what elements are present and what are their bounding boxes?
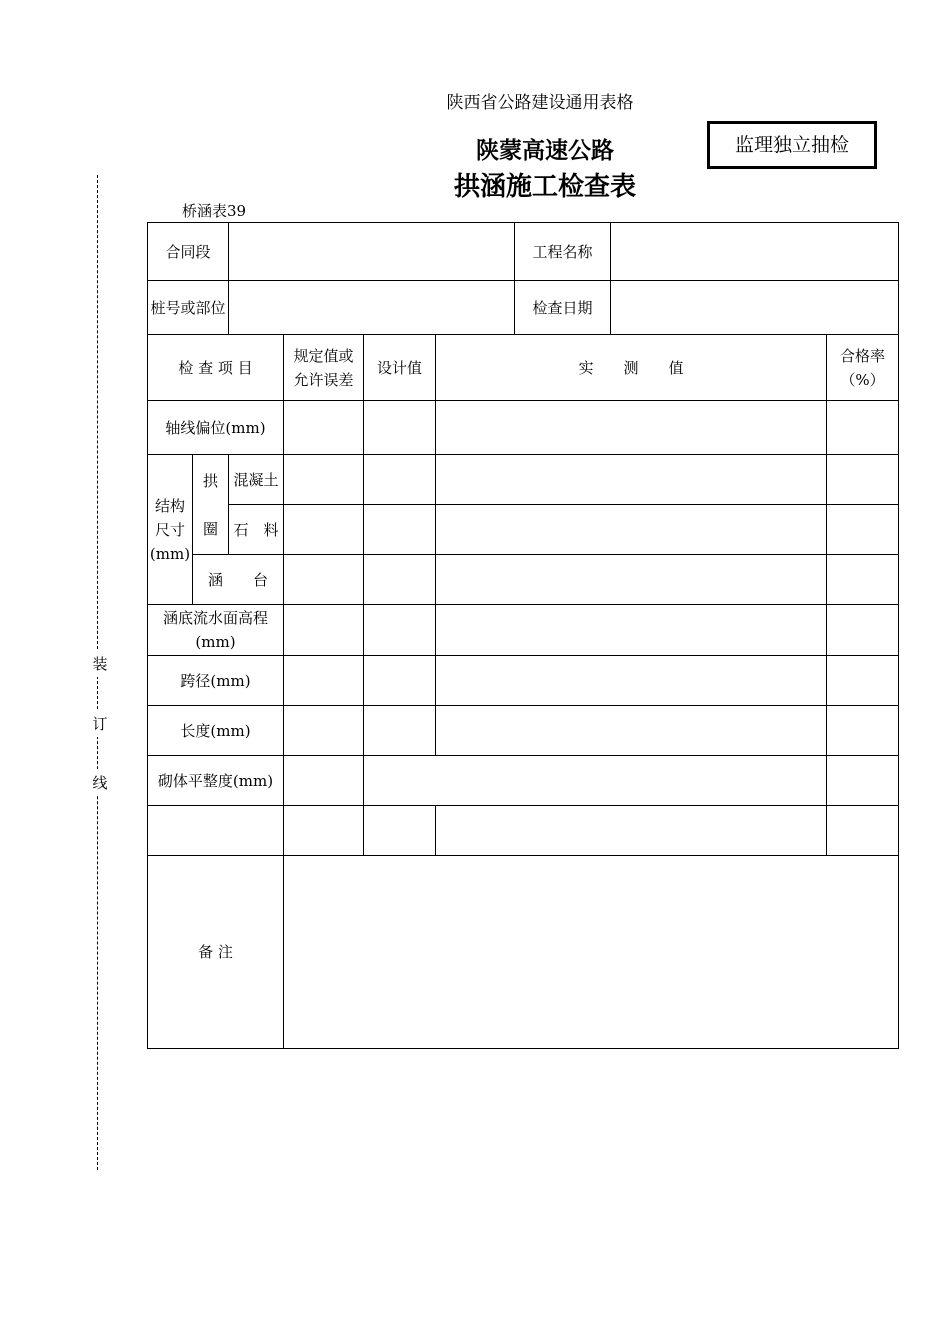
cell-rate[interactable] [827, 806, 899, 856]
cell-design[interactable] [364, 656, 436, 706]
table-row [148, 856, 899, 1049]
cell-rate[interactable] [827, 756, 899, 806]
cell-measured[interactable] [436, 555, 827, 605]
row-struct-label: 结构 尺寸 (mm) [148, 455, 193, 605]
cell-spec[interactable] [284, 605, 364, 656]
table-row [148, 281, 899, 335]
cell-spec[interactable] [284, 706, 364, 756]
form-number: 桥涵表39 [182, 202, 247, 220]
cell-rate[interactable] [827, 401, 899, 455]
cell-design[interactable] [364, 605, 436, 656]
inspection-table [147, 222, 899, 1049]
cell-measured[interactable] [436, 455, 827, 505]
title-line-1: 陕蒙高速公路 [476, 138, 614, 164]
cell-item-blank[interactable] [148, 806, 284, 856]
cell-rate[interactable] [827, 706, 899, 756]
contract-value[interactable] [229, 223, 515, 281]
remarks-value[interactable] [284, 856, 899, 1049]
arch-ring-label: 拱 圈 [193, 455, 229, 555]
cell-measured[interactable] [436, 401, 827, 455]
binding-char-2: 订 [92, 710, 108, 737]
cell-rate[interactable] [827, 505, 899, 555]
cell-spec[interactable] [284, 505, 364, 555]
title-line-2: 拱涵施工检查表 [453, 172, 636, 202]
stone-label: 石 料 [229, 505, 284, 555]
remarks-label: 备 注 [148, 856, 284, 1049]
cell-rate[interactable] [827, 555, 899, 605]
table-header-row [148, 335, 899, 401]
cell-spec[interactable] [284, 806, 364, 856]
table-row [148, 605, 899, 656]
header-rate: 合格率 （%） [827, 335, 899, 401]
header-spec: 规定值或 允许误差 [284, 335, 364, 401]
table-row [148, 555, 899, 605]
project-label: 工程名称 [515, 223, 611, 281]
cell-design[interactable] [364, 505, 436, 555]
contract-label: 合同段 [148, 223, 229, 281]
row-span-label: 跨径(mm) [148, 656, 284, 706]
table-row [148, 756, 899, 806]
date-label: 检查日期 [515, 281, 611, 335]
date-value[interactable] [611, 281, 899, 335]
project-value[interactable] [611, 223, 899, 281]
table-row [148, 505, 899, 555]
row-axis-label: 轴线偏位(mm) [148, 401, 284, 455]
header-design: 设计值 [364, 335, 436, 401]
cell-design[interactable] [364, 555, 436, 605]
cell-measured[interactable] [436, 706, 827, 756]
binding-char-3: 线 [92, 769, 108, 796]
cell-spec[interactable] [284, 455, 364, 505]
table-row [148, 455, 899, 505]
cell-rate[interactable] [827, 656, 899, 706]
row-flatness-label: 砌体平整度(mm) [148, 756, 284, 806]
binding-char-1: 装 [92, 650, 108, 677]
table-row [148, 401, 899, 455]
cell-spec[interactable] [284, 401, 364, 455]
cell-measured[interactable] [436, 505, 827, 555]
cell-rate[interactable] [827, 605, 899, 656]
supervision-stamp: 监理独立抽检 [707, 121, 877, 169]
cell-spec[interactable] [284, 756, 364, 806]
cell-spec[interactable] [284, 656, 364, 706]
cell-rate[interactable] [827, 455, 899, 505]
header-measured: 实 测 值 [436, 335, 827, 401]
row-length-label: 长度(mm) [148, 706, 284, 756]
cell-measured[interactable] [436, 806, 827, 856]
header-item: 检 查 项 目 [148, 335, 284, 401]
cell-measured[interactable] [436, 605, 827, 656]
cell-design[interactable] [364, 706, 436, 756]
cell-design[interactable] [364, 455, 436, 505]
cell-measured[interactable] [364, 756, 827, 806]
header-top-line: 陕西省公路建设通用表格 [446, 93, 634, 113]
table-row [148, 656, 899, 706]
cell-design[interactable] [364, 401, 436, 455]
table-row [148, 223, 899, 281]
table-row [148, 706, 899, 756]
cell-measured[interactable] [436, 656, 827, 706]
station-value[interactable] [229, 281, 515, 335]
abutment-label: 涵 台 [193, 555, 284, 605]
cell-design[interactable] [364, 806, 436, 856]
row-invert-label: 涵底流水面高程 (mm) [148, 605, 284, 656]
cell-spec[interactable] [284, 555, 364, 605]
concrete-label: 混凝土 [229, 455, 284, 505]
table-row [148, 806, 899, 856]
station-label: 桩号或部位 [148, 281, 229, 335]
